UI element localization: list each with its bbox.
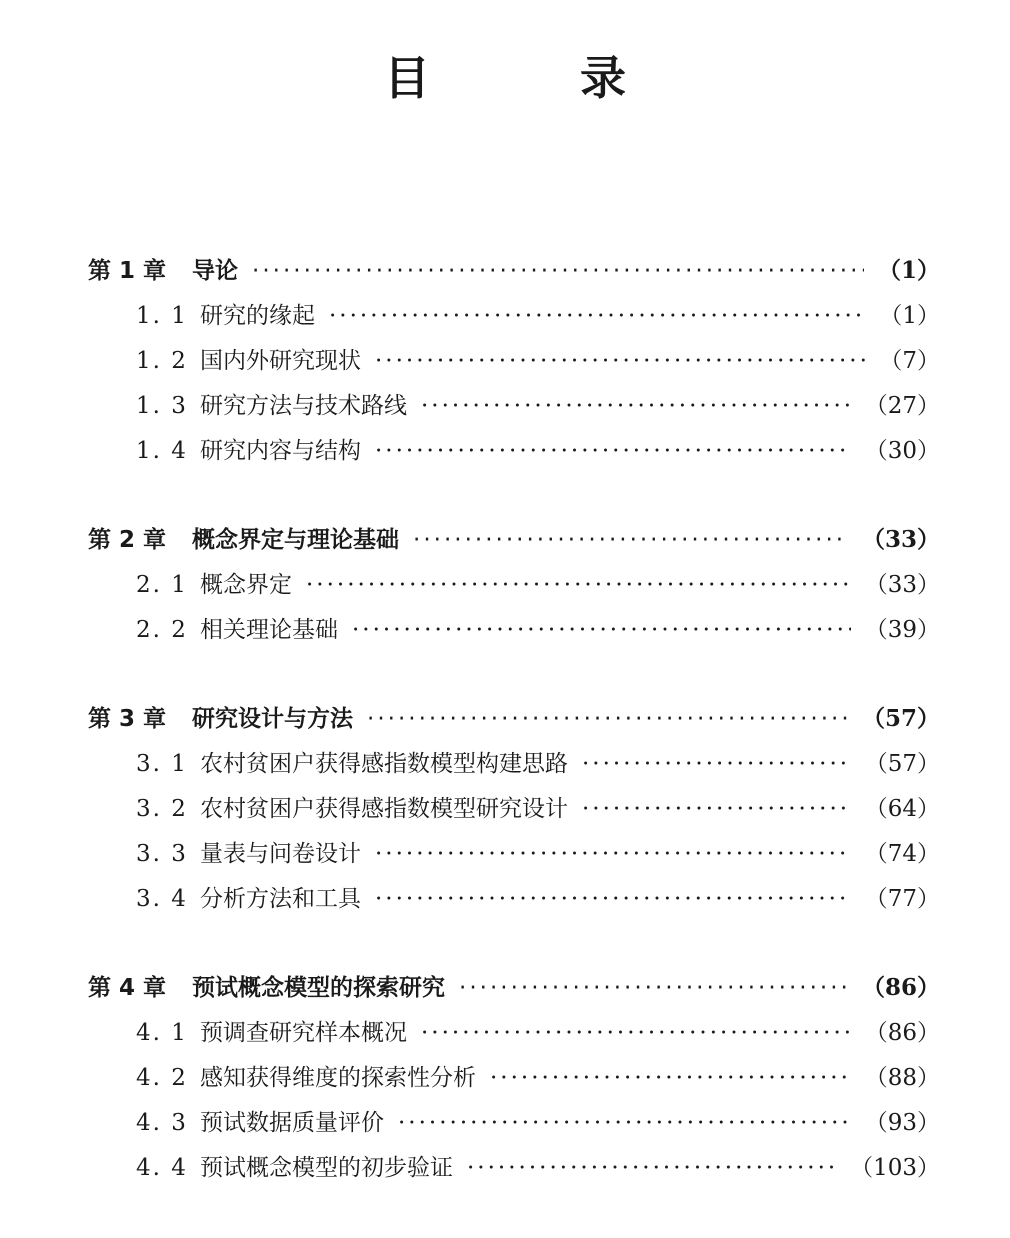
page-number: （33） <box>864 572 940 598</box>
dot-leader <box>252 258 864 284</box>
dot-leader <box>398 1110 851 1136</box>
section-entry[interactable] <box>88 342 940 387</box>
section-title: 研究内容与结构 <box>200 438 361 464</box>
chapter-title: 概念界定与理论基础 <box>192 527 400 553</box>
page-number: （7） <box>879 348 940 374</box>
section-number: 1. 2 <box>136 348 188 374</box>
page-number: （103） <box>850 1155 940 1181</box>
dot-leader <box>582 751 851 777</box>
dot-leader <box>459 975 848 1001</box>
section-title: 农村贫困户获得感指数模型构建思路 <box>200 751 568 777</box>
page-number: （64） <box>864 796 940 822</box>
section-title: 分析方法和工具 <box>200 886 361 912</box>
section-number: 3. 1 <box>136 751 188 777</box>
chapter-entry[interactable] <box>88 521 940 566</box>
chapter-title: 研究设计与方法 <box>192 706 354 732</box>
chapter-entry[interactable] <box>88 969 940 1014</box>
chapter-entry[interactable] <box>88 252 940 297</box>
dot-leader <box>413 527 848 553</box>
section-title: 预试概念模型的初步验证 <box>200 1155 453 1181</box>
chapter-number: 第 4 章 <box>88 975 167 1001</box>
section-number: 3. 2 <box>136 796 188 822</box>
page-number: （1） <box>877 257 940 284</box>
section-title: 概念界定 <box>200 572 292 598</box>
page-number: （77） <box>864 886 940 912</box>
page-number: （74） <box>864 841 940 867</box>
chapter-1 <box>88 252 940 477</box>
dot-leader <box>467 1155 836 1181</box>
section-number: 1. 3 <box>136 393 188 419</box>
section-title: 研究方法与技术路线 <box>200 393 407 419</box>
dot-leader <box>421 393 851 419</box>
dot-leader <box>375 886 851 912</box>
chapter-3 <box>88 700 940 925</box>
section-number: 4. 1 <box>136 1020 188 1046</box>
chapter-entry[interactable] <box>88 700 940 745</box>
section-entry[interactable] <box>88 566 940 611</box>
dot-leader <box>375 348 865 374</box>
dot-leader <box>375 438 851 464</box>
section-entry[interactable] <box>88 880 940 925</box>
section-entry[interactable] <box>88 1014 940 1059</box>
page-title: 目 录 <box>384 51 678 105</box>
section-entry[interactable] <box>88 1059 940 1104</box>
section-entry[interactable] <box>88 297 940 342</box>
chapter-number: 第 3 章 <box>88 706 167 732</box>
dot-leader <box>329 303 865 329</box>
page-number: （88） <box>864 1065 940 1091</box>
dot-leader <box>582 796 851 822</box>
section-title: 农村贫困户获得感指数模型研究设计 <box>200 796 568 822</box>
section-number: 1. 1 <box>136 303 188 329</box>
section-entry[interactable] <box>88 835 940 880</box>
section-number: 2. 2 <box>136 617 188 643</box>
chapter-title: 导论 <box>192 258 239 284</box>
page-number: （57） <box>861 705 940 732</box>
chapter-title: 预试概念模型的探索研究 <box>192 975 446 1001</box>
section-entry[interactable] <box>88 790 940 835</box>
section-number: 4. 2 <box>136 1065 188 1091</box>
section-entry[interactable] <box>88 1104 940 1149</box>
section-number: 2. 1 <box>136 572 188 598</box>
dot-leader <box>490 1065 851 1091</box>
section-title: 预试数据质量评价 <box>200 1110 384 1136</box>
dot-leader <box>375 841 851 867</box>
section-entry[interactable] <box>88 1149 940 1194</box>
section-number: 4. 3 <box>136 1110 188 1136</box>
dot-leader <box>352 617 851 643</box>
section-title: 研究的缘起 <box>200 303 315 329</box>
chapter-4 <box>88 969 940 1194</box>
section-entry[interactable] <box>88 432 940 477</box>
page-number: （30） <box>864 438 940 464</box>
dot-leader <box>306 572 851 598</box>
page-number: （39） <box>864 617 940 643</box>
table-of-contents <box>88 252 940 1238</box>
page-number: （93） <box>864 1110 940 1136</box>
page-number: （1） <box>879 303 940 329</box>
section-number: 4. 4 <box>136 1155 188 1181</box>
section-entry[interactable] <box>88 611 940 656</box>
section-title: 相关理论基础 <box>200 617 338 643</box>
section-number: 3. 3 <box>136 841 188 867</box>
section-title: 预调查研究样本概况 <box>200 1020 407 1046</box>
page-number: （86） <box>864 1020 940 1046</box>
section-number: 3. 4 <box>136 886 188 912</box>
page-number: （86） <box>861 974 940 1001</box>
chapter-2 <box>88 521 940 656</box>
page-number: （57） <box>864 751 940 777</box>
section-number: 1. 4 <box>136 438 188 464</box>
section-title: 国内外研究现状 <box>200 348 361 374</box>
dot-leader <box>367 706 848 732</box>
section-entry[interactable] <box>88 387 940 432</box>
section-title: 量表与问卷设计 <box>200 841 361 867</box>
page-number: （27） <box>864 393 940 419</box>
page-number: （33） <box>861 526 940 553</box>
chapter-number: 第 2 章 <box>88 527 167 553</box>
dot-leader <box>421 1020 851 1046</box>
section-title: 感知获得维度的探索性分析 <box>200 1065 476 1091</box>
chapter-number: 第 1 章 <box>88 258 167 284</box>
section-entry[interactable] <box>88 745 940 790</box>
